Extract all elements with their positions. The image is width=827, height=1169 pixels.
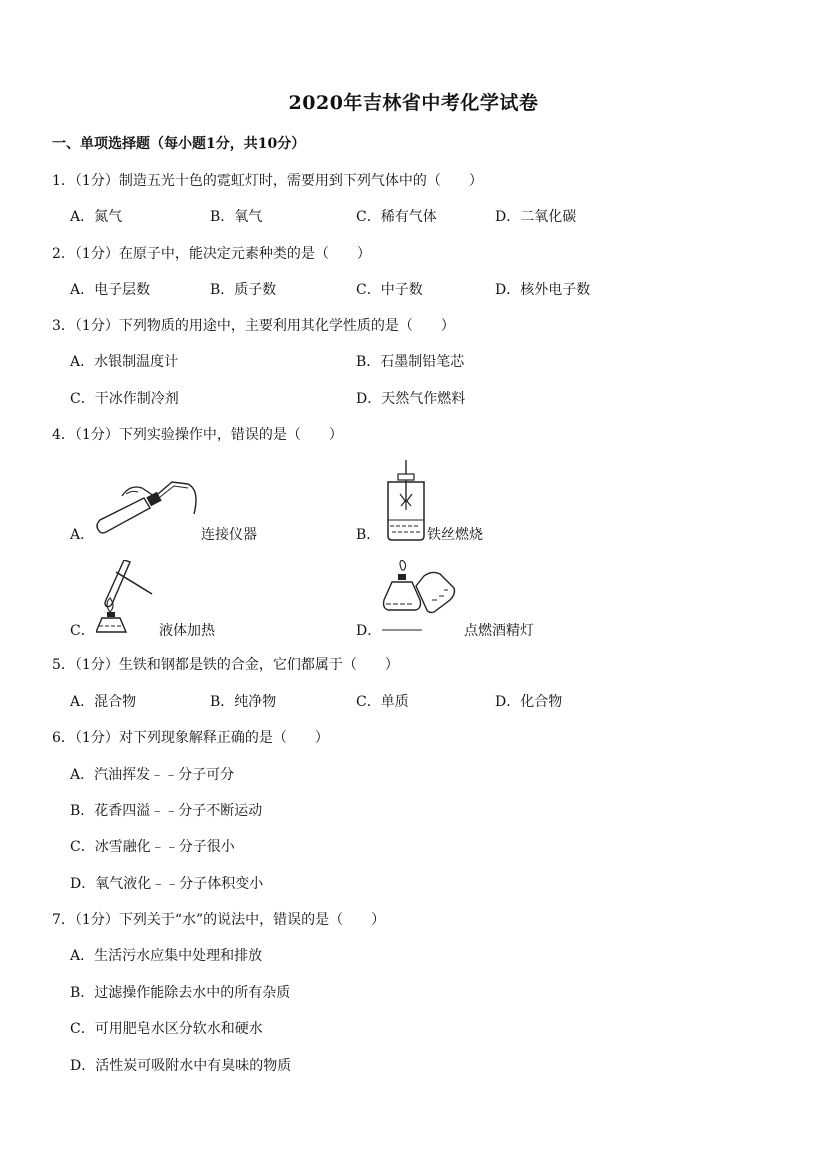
question-6-option-c[interactable]: C．冰雪融化﹣﹣分子很小: [70, 839, 235, 855]
question-3-option-c[interactable]: C．干冰作制冷剂: [70, 391, 179, 407]
question-6-option-a[interactable]: A．汽油挥发﹣﹣分子可分: [70, 767, 235, 783]
question-1-stem: 1．（1分）制造五光十色的霓虹灯时，需要用到下列气体中的（ ）: [52, 173, 483, 189]
question-7-stem: 7．（1分）下列关于“水”的说法中，错误的是（ ）: [52, 912, 386, 928]
question-5-option-a[interactable]: A．混合物: [70, 694, 137, 710]
question-7-option-a[interactable]: A．生活污水应集中处理和排放: [70, 948, 263, 964]
question-4-option-a[interactable]: A．: [70, 527, 95, 543]
question-4-caption-c: 液体加热: [159, 623, 215, 639]
iron-wire-burning-figure: [382, 460, 430, 544]
question-2-stem: 2．（1分）在原子中，能决定元素种类的是（ ）: [52, 246, 371, 262]
question-1-option-c[interactable]: C．稀有气体: [356, 209, 437, 225]
page-title: 2020年吉林省中考化学试卷: [288, 92, 539, 114]
question-5-option-c[interactable]: C．单质: [356, 694, 409, 710]
question-4-option-b[interactable]: B．: [356, 527, 381, 543]
question-4-caption-d: 点燃酒精灯: [464, 623, 534, 639]
question-4-caption-a: 连接仪器: [201, 527, 257, 543]
question-4-stem: 4．（1分）下列实验操作中，错误的是（ ）: [52, 427, 343, 443]
question-3-stem: 3．（1分）下列物质的用途中，主要利用其化学性质的是（ ）: [52, 318, 455, 334]
question-2-option-d[interactable]: D．核外电子数: [495, 282, 591, 298]
question-7-option-b[interactable]: B．过滤操作能除去水中的所有杂质: [70, 985, 291, 1001]
connect-apparatus-figure: [92, 474, 202, 540]
question-2-option-c[interactable]: C．中子数: [356, 282, 423, 298]
question-6-option-b[interactable]: B．花香四溢﹣﹣分子不断运动: [70, 803, 263, 819]
question-5-option-b[interactable]: B．纯净物: [210, 694, 277, 710]
question-3-option-a[interactable]: A．水银制温度计: [70, 354, 179, 370]
question-3-option-b[interactable]: B．石墨制铅笔芯: [356, 354, 465, 370]
question-4-caption-b: 铁丝燃烧: [427, 527, 483, 543]
question-2-option-b[interactable]: B．质子数: [210, 282, 277, 298]
question-5-option-d[interactable]: D．化合物: [495, 694, 563, 710]
question-6-stem: 6．（1分）对下列现象解释正确的是（ ）: [52, 730, 329, 746]
question-1-option-a[interactable]: A．氮气: [70, 209, 123, 225]
liquid-heating-figure: [96, 560, 158, 634]
question-7-option-d[interactable]: D．活性炭可吸附水中有臭味的物质: [70, 1058, 292, 1074]
section-heading: 一、单项选择题（每小题1分，共10分）: [52, 136, 306, 152]
question-7-option-c[interactable]: C．可用肥皂水区分软水和硬水: [70, 1021, 263, 1037]
question-1-option-d[interactable]: D．二氧化碳: [495, 209, 577, 225]
question-4-option-d[interactable]: D．: [356, 623, 382, 639]
question-6-option-d[interactable]: D．氧气液化﹣﹣分子体积变小: [70, 876, 264, 892]
question-2-option-a[interactable]: A．电子层数: [70, 282, 151, 298]
question-1-option-b[interactable]: B．氧气: [210, 209, 263, 225]
question-5-stem: 5．（1分）生铁和钢都是铁的合金，它们都属于（ ）: [52, 657, 399, 673]
question-3-option-d[interactable]: D．天然气作燃料: [356, 391, 466, 407]
question-4-option-c[interactable]: C．: [70, 623, 95, 639]
lighting-alcohol-lamp-figure: [382, 560, 462, 636]
